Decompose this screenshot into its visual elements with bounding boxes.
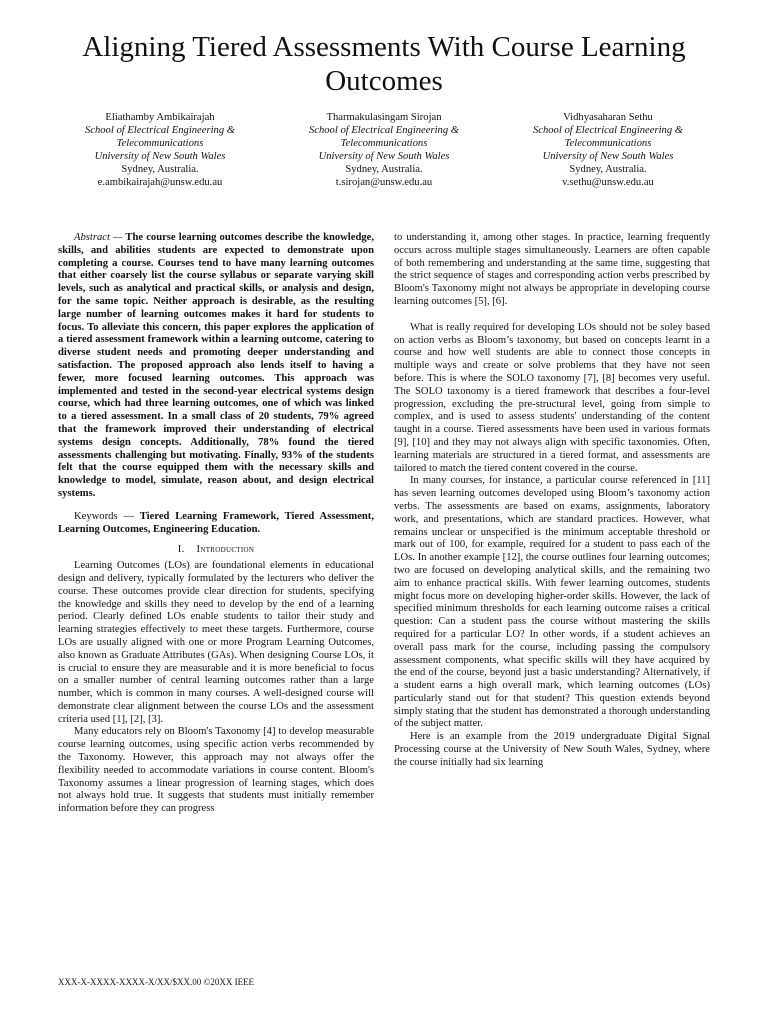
section-number: I. [177, 544, 185, 556]
author-university: University of New South Wales [542, 150, 674, 162]
author-school: School of Electrical Engineering & Telecommunications [532, 124, 684, 149]
author-city: Sydney, Australia. [569, 163, 647, 175]
keywords [58, 511, 374, 537]
body-paragraph: Learning Outcomes (LOs) are foundational elements in educational design and delivery, typically formulated by the lecturers who deliver the course. These outcomes provide clear direction for students, specifying the knowledge and skills they need to develop by the end of a learning period. Clearly defined LOs enable students to tailor their study and learning strategies effectively to meet these targets. Furthermore, course LOs are usually aligned with one or more Program Learning Outcomes, also known as Graduate Attributes (GAs). When designing Course LOs, it is crucial to ensure they are measurable and it is more beneficial to focus on a smaller number of central learning outcomes rather than a large number, which is common in many courses. A well-designed course will demonstrate clear alignment between the course LOs and the assessment criteria used [1], [2], [3]. [58, 560, 374, 725]
author-university: University of New South Wales [94, 150, 226, 162]
abstract-label: Abstract — [74, 232, 123, 243]
keywords-text: Tiered Learning Framework, Tiered Assessment, Learning Outcomes, Engineering Education. [58, 510, 374, 535]
author-city: Sydney, Australia. [345, 163, 423, 175]
section-title: Introduction [196, 544, 255, 556]
author-2 [272, 112, 496, 189]
author-name: Tharmakulasingam Sirojan [326, 112, 442, 123]
left-column [58, 232, 374, 816]
copyright-footer: XXX-X-XXXX-XXXX-X/XX/$XX.00 ©20XX IEEE [58, 977, 255, 987]
body-paragraph: What is really required for developing LOs should not be soley based on action verbs as Bloom’s taxonomy, but based on concepts learnt in a course and how well students are able to connect those concepts in multiple ways and create or solve problems that they have not seen before. This is where the SOLO taxonomy [7], [8] becomes very useful. The SOLO taxonomy is a tiered framework that describes a four-level progression, excluding the pre-structural level, going from simple to complex, and is used to assess students' understanding of the content taught in a course. Tiered assessments have been used in various formats [9], [10] and they may not always align with specific taxonomies. Often, learning materials are structured in a tiered format, and assessments are tailored to match the tiered content covered in the course. [394, 321, 710, 474]
author-email[interactable]: v.sethu@unsw.edu.au [562, 176, 654, 188]
paper-title: Aligning Tiered Assessments With Course Learning Outcomes [82, 31, 686, 97]
author-university: University of New South Wales [318, 150, 450, 162]
keywords-label: Keywords — [74, 510, 134, 522]
abstract [58, 232, 374, 501]
author-school: School of Electrical Engineering & Telecommunications [308, 124, 460, 149]
author-email[interactable]: t.sirojan@unsw.edu.au [335, 176, 433, 188]
right-column [394, 232, 710, 770]
author-block [48, 112, 720, 189]
author-school: School of Electrical Engineering & Telecommunications [84, 124, 236, 149]
section-heading-introduction [58, 544, 374, 557]
author-name: Eliathamby Ambikairajah [105, 112, 215, 123]
abstract-text: The course learning outcomes describe the knowledge, skills, and abilities students are expected to demonstrate upon completing a course. Courses tend to have many learning outcomes that either coarsely list the course syllabus or separate varying skill levels, such as analytical and practical skills, or analysis and design, for the same topic. Neither approach is desirable, as the resulting large number of learning outcomes makes it hard for students to focus. To alleviate this concern, this paper explores the application of a tiered assessment framework within a learning outcome, catering to diverse student needs and promoting deeper understanding and satisfaction. The proposed approach also lends itself to having a fewer, more focused learning outcomes. This approach was implemented and tested in the second-year electrical systems design course, which had three learning outcomes, one of which was linked to a tiered assessment. In a small class of 20 students, 79% agreed that the framework improved their understanding of electrical systems design concepts. Additionally, 78% found the tiered assessments challenging but motivating. Finally, 93% of the students felt that the course equipped them with the necessary skills and knowledge to model, simulate, reason about, and design electrical systems. [58, 232, 374, 499]
author-1 [48, 112, 272, 189]
author-city: Sydney, Australia. [121, 163, 199, 175]
author-name: Vidhyasaharan Sethu [563, 112, 653, 123]
author-3 [496, 112, 720, 189]
body-paragraph: Here is an example from the 2019 undergraduate Digital Signal Processing course at the University of New South Wales, Sydney, where the course initially had six learning [394, 731, 710, 768]
body-paragraph: In many courses, for instance, a particular course referenced in [11] has seven learning outcomes developed using Bloom’s taxonomy action verbs. The assessments are based on exams, assignments, laboratory work, and presentations, which are standard practices. However, what remains unclear or unspecified is the minimum acceptable threshold or mark out of 100, for example, required for a student to pass each of the LOs. In another example [12], the course outlines four learning outcomes; two are focused on developing analytical skills, and the remaining two aim to enhance practical skills. With fewer learning outcomes, students might focus more on developing higher-order skills. However, the lack of specified minimum thresholds for each learning outcome raises a critical question: Can a student pass the course without mastering the skills required for a particular LO? In other words, if a student achieves an overall pass mark for the course, including passing the compulsory assessment components, what specific skills will they have acquired by the end of the course, beyond just a basic understanding? Alternatively, if a student earns a high overall mark, which learning outcomes (LOs) particularly stand out for that student? This question extends beyond simply stating that the student has demonstrated a thorough understanding of the subject matter. [394, 475, 710, 730]
author-email[interactable]: e.ambikairajah@unsw.edu.au [97, 176, 223, 188]
body-paragraph: Many educators rely on Bloom's Taxonomy [4] to develop measurable course learning outcomes, using specific action verbs recommended by the Taxonomy. However, this approach may not always offer the flexibility needed to accommodate variations in course content. Bloom's Taxonomy assumes a linear progression of learning stages, which does not always hold true. It suggests that students must initially remember information before they can progress [58, 726, 374, 815]
body-paragraph: to understanding it, among other stages. In practice, learning frequently occurs across multiple stages simultaneously. Learners are often capable of both remembering and understanding at the same time, suggesting that the strict sequence of stages and corresponding action verbs prescribed by Bloom's Taxonomy might not always be appropriate in developing course learning outcomes [5], [6]. [394, 232, 710, 307]
